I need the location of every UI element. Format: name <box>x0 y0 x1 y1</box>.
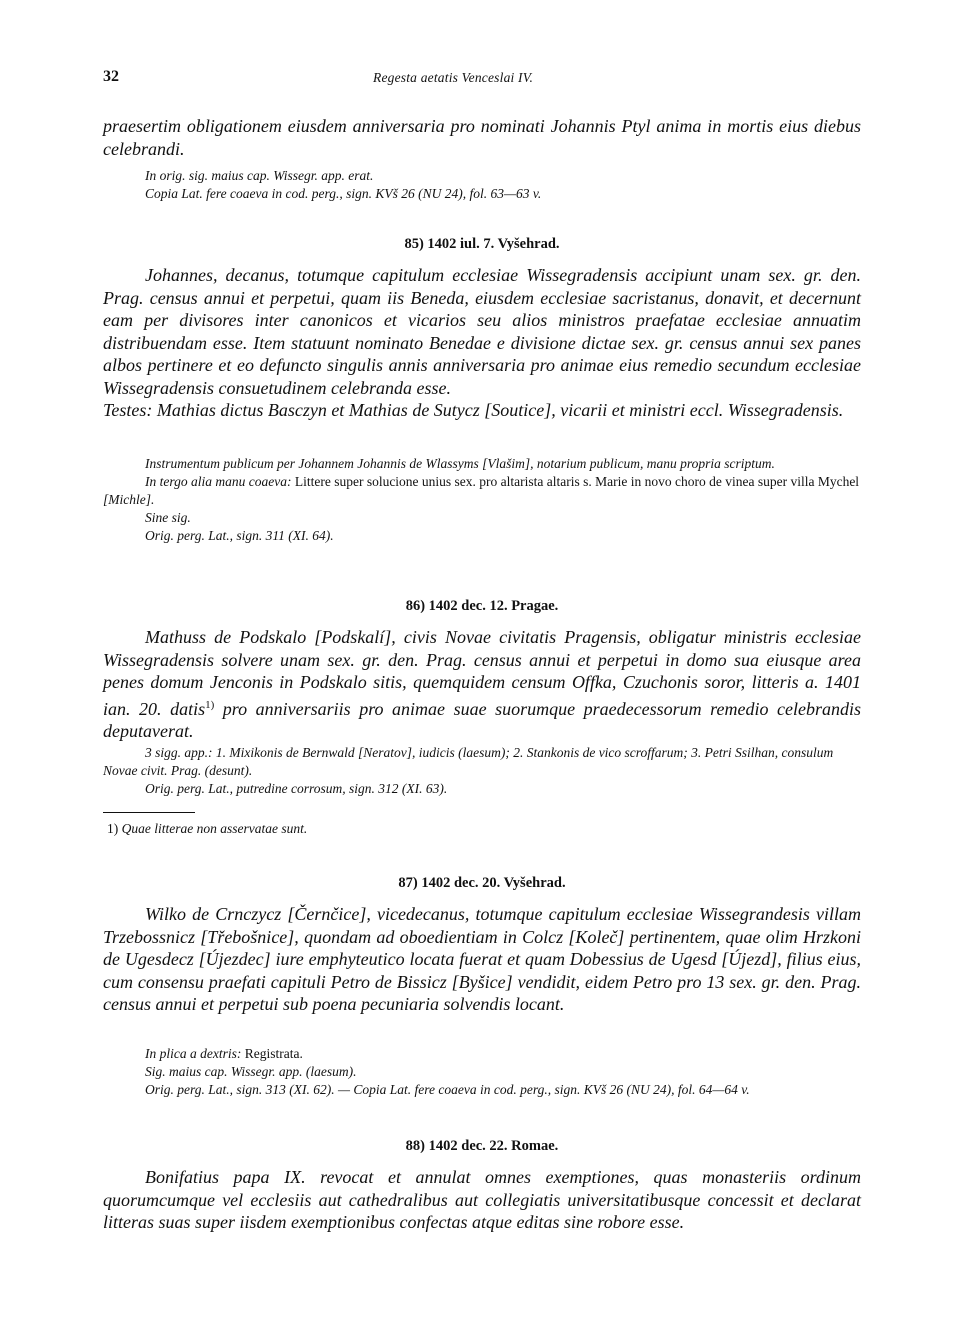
note-line: 3 sigg. app.: 1. Mixikonis de Bernwald [Neratov], iudicis (laesum); 2. Stankonis de vico scroffarum; 3. Petri Ssilhan, consulum Novae civit. Prag. (desunt). <box>103 745 834 778</box>
footnote-reference: 1) <box>205 698 215 711</box>
note-line: Orig. perg. Lat., putredine corrosum, sign. 312 (XI. 63). <box>145 781 448 796</box>
entry-witnesses: Testes: Mathias dictus Basczyn et Mathias de Sutycz [Soutice], vicarii et ministri eccl. Wissegradensis. <box>103 400 844 420</box>
footnote-text: Quae litterae non asservatae sunt. <box>118 821 308 836</box>
note-line: Sine sig. <box>145 510 191 525</box>
footnote-rule <box>103 812 195 813</box>
note-italic: [Michle]. <box>103 492 155 507</box>
entry-heading: 85) 1402 iul. 7. Vyšehrad. <box>404 236 560 252</box>
note-line: Sig. maius cap. Wissegr. app. (laesum). <box>145 1064 357 1079</box>
page-number: 32 <box>103 68 119 85</box>
note-line: Copia Lat. fere coaeva in cod. perg., sign. KVš 26 (NU 24), fol. 63—63 v. <box>145 186 542 201</box>
note-line: Instrumentum publicum per Johannem Johannis de Wlassyms [Vlašim], notarium publicum, manu propria scriptum. <box>145 456 775 471</box>
note-line: Orig. perg. Lat., sign. 313 (XI. 62). — Copia Lat. fere coaeva in cod. perg., sign. KVš 26 (NU 24), fol. 64—64 v. <box>145 1082 750 1097</box>
page-header <box>103 68 861 92</box>
entry-heading: 87) 1402 dec. 20. Vyšehrad. <box>398 875 566 891</box>
note-text: Littere super solucione unius sex. pro altarista altaris s. Marie in novo choro de vinea super villa Mychel <box>291 474 860 489</box>
entry-notes <box>103 744 861 798</box>
continued-text: praesertim obligationem eiusdem anniversaria pro nominati Johannis Ptyl anima in mortis eius diebus celebrandi. <box>103 116 861 159</box>
entry-text-part: pro anniversariis pro animae suae suorumque praedecessorum remedio celebrandis deputaverat. <box>103 698 861 741</box>
note-text: Registrata. <box>241 1046 303 1061</box>
note-italic: In tergo alia manu coaeva: <box>145 474 292 489</box>
note-line <box>103 1045 861 1063</box>
entry-text <box>103 626 861 743</box>
entry-heading: 88) 1402 dec. 22. Romae. <box>405 1138 559 1154</box>
continued-notes <box>145 167 861 203</box>
note-line: In orig. sig. maius cap. Wissegr. app. erat. <box>145 168 374 183</box>
note-italic: In plica a dextris: <box>145 1046 242 1061</box>
footnote-mark: 1) <box>107 821 119 836</box>
entry-heading: 86) 1402 dec. 12. Pragae. <box>405 598 559 614</box>
note-line: Orig. perg. Lat., sign. 311 (XI. 64). <box>145 528 334 543</box>
note-line <box>103 473 861 509</box>
entry-notes <box>103 1045 861 1099</box>
entry-text: Johannes, decanus, totumque capitulum ecclesiae Wissegradensis accipiunt unam sex. gr. den. Prag. census annui et perpetui, quam iis Beneda, eiusdem ecclesiae sacristanus, donavit, et decernunt eam per divisores inter canonicos et vicarios seu alios ministros praefatae ecclesiae annuatim distribuendam esse. Item statuunt nominato Benedae e divisione dictae sex. gr. census annui sex panes albos pertinere et eo defuncto singulis annis anniversaria pro animae eius remedio secundum ecclesiae Wissegradensis consuetudinem celebranda esse. <box>103 265 861 398</box>
entry-text-part: Mathuss de Podskalo [Podskalí], civis Novae civitatis Pragensis, obligatur ministris ecclesiae Wissegradensis solvere unam sex. gr. den. Prag. census annui et perpetui in domo sua eiusque area penes domum Jenconis in Podskalo sitis, quemquidem censum Offka, Czuchonis soror, litteris a. 1401 ian. 20. datis <box>103 627 861 719</box>
entry-body <box>103 264 861 422</box>
footnote <box>103 820 865 838</box>
entry-text: Wilko de Crnczycz [Černčice], vicedecanus, totumque capitulum ecclesiae Wissegrandesis villam Trzebossnicz [Třebošnice], quondam ad oboedientiam in Colcz [Koleč] pertinentem, quae olim Hrzkoni de Ugesdecz [Újezdec] iure emphyteutico locata fuerat et quam Dobessius de Ugesd [Újezd], filius eius, cum consensu praefati capituli Petro de Bissicz [Byšice] vendidit, eidem Petro pro 13 sex. gr. den. Prag. census annui et perpetui sub poena pecuniaria solvendis locant. <box>103 904 861 1014</box>
entry-text: Bonifatius papa IX. revocat et annulat omnes exemptiones, quas monasteriis ordinum quorumcumque vel ecclesiis aut cathedralibus aut collegiatis universitatibusque concessit et declarat litteras suas super iisdem exemptionibus confectas atque editas sine robore esse. <box>103 1167 861 1232</box>
running-title: Regesta aetatis Venceslai IV. <box>373 70 534 85</box>
entry-notes <box>103 455 861 545</box>
